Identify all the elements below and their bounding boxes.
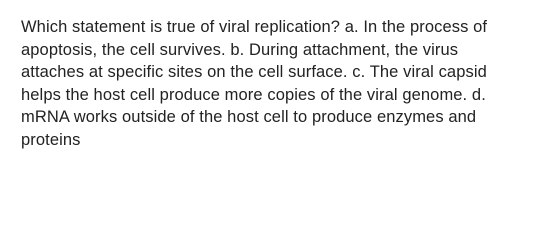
question-line: helps the host cell produce more copies of the viral genome. d. [21,85,486,104]
question-text [21,16,549,151]
question-line: apoptosis, the cell survives. b. During attachment, the virus [21,40,459,59]
question-line: proteins [21,130,81,149]
question-line: mRNA works outside of the host cell to produce enzymes and [21,108,477,126]
question-line: attaches at specific sites on the cell surface. c. The viral capsid [21,63,487,81]
question-line: Which statement is true of viral replication? a. In the process of [21,18,488,36]
